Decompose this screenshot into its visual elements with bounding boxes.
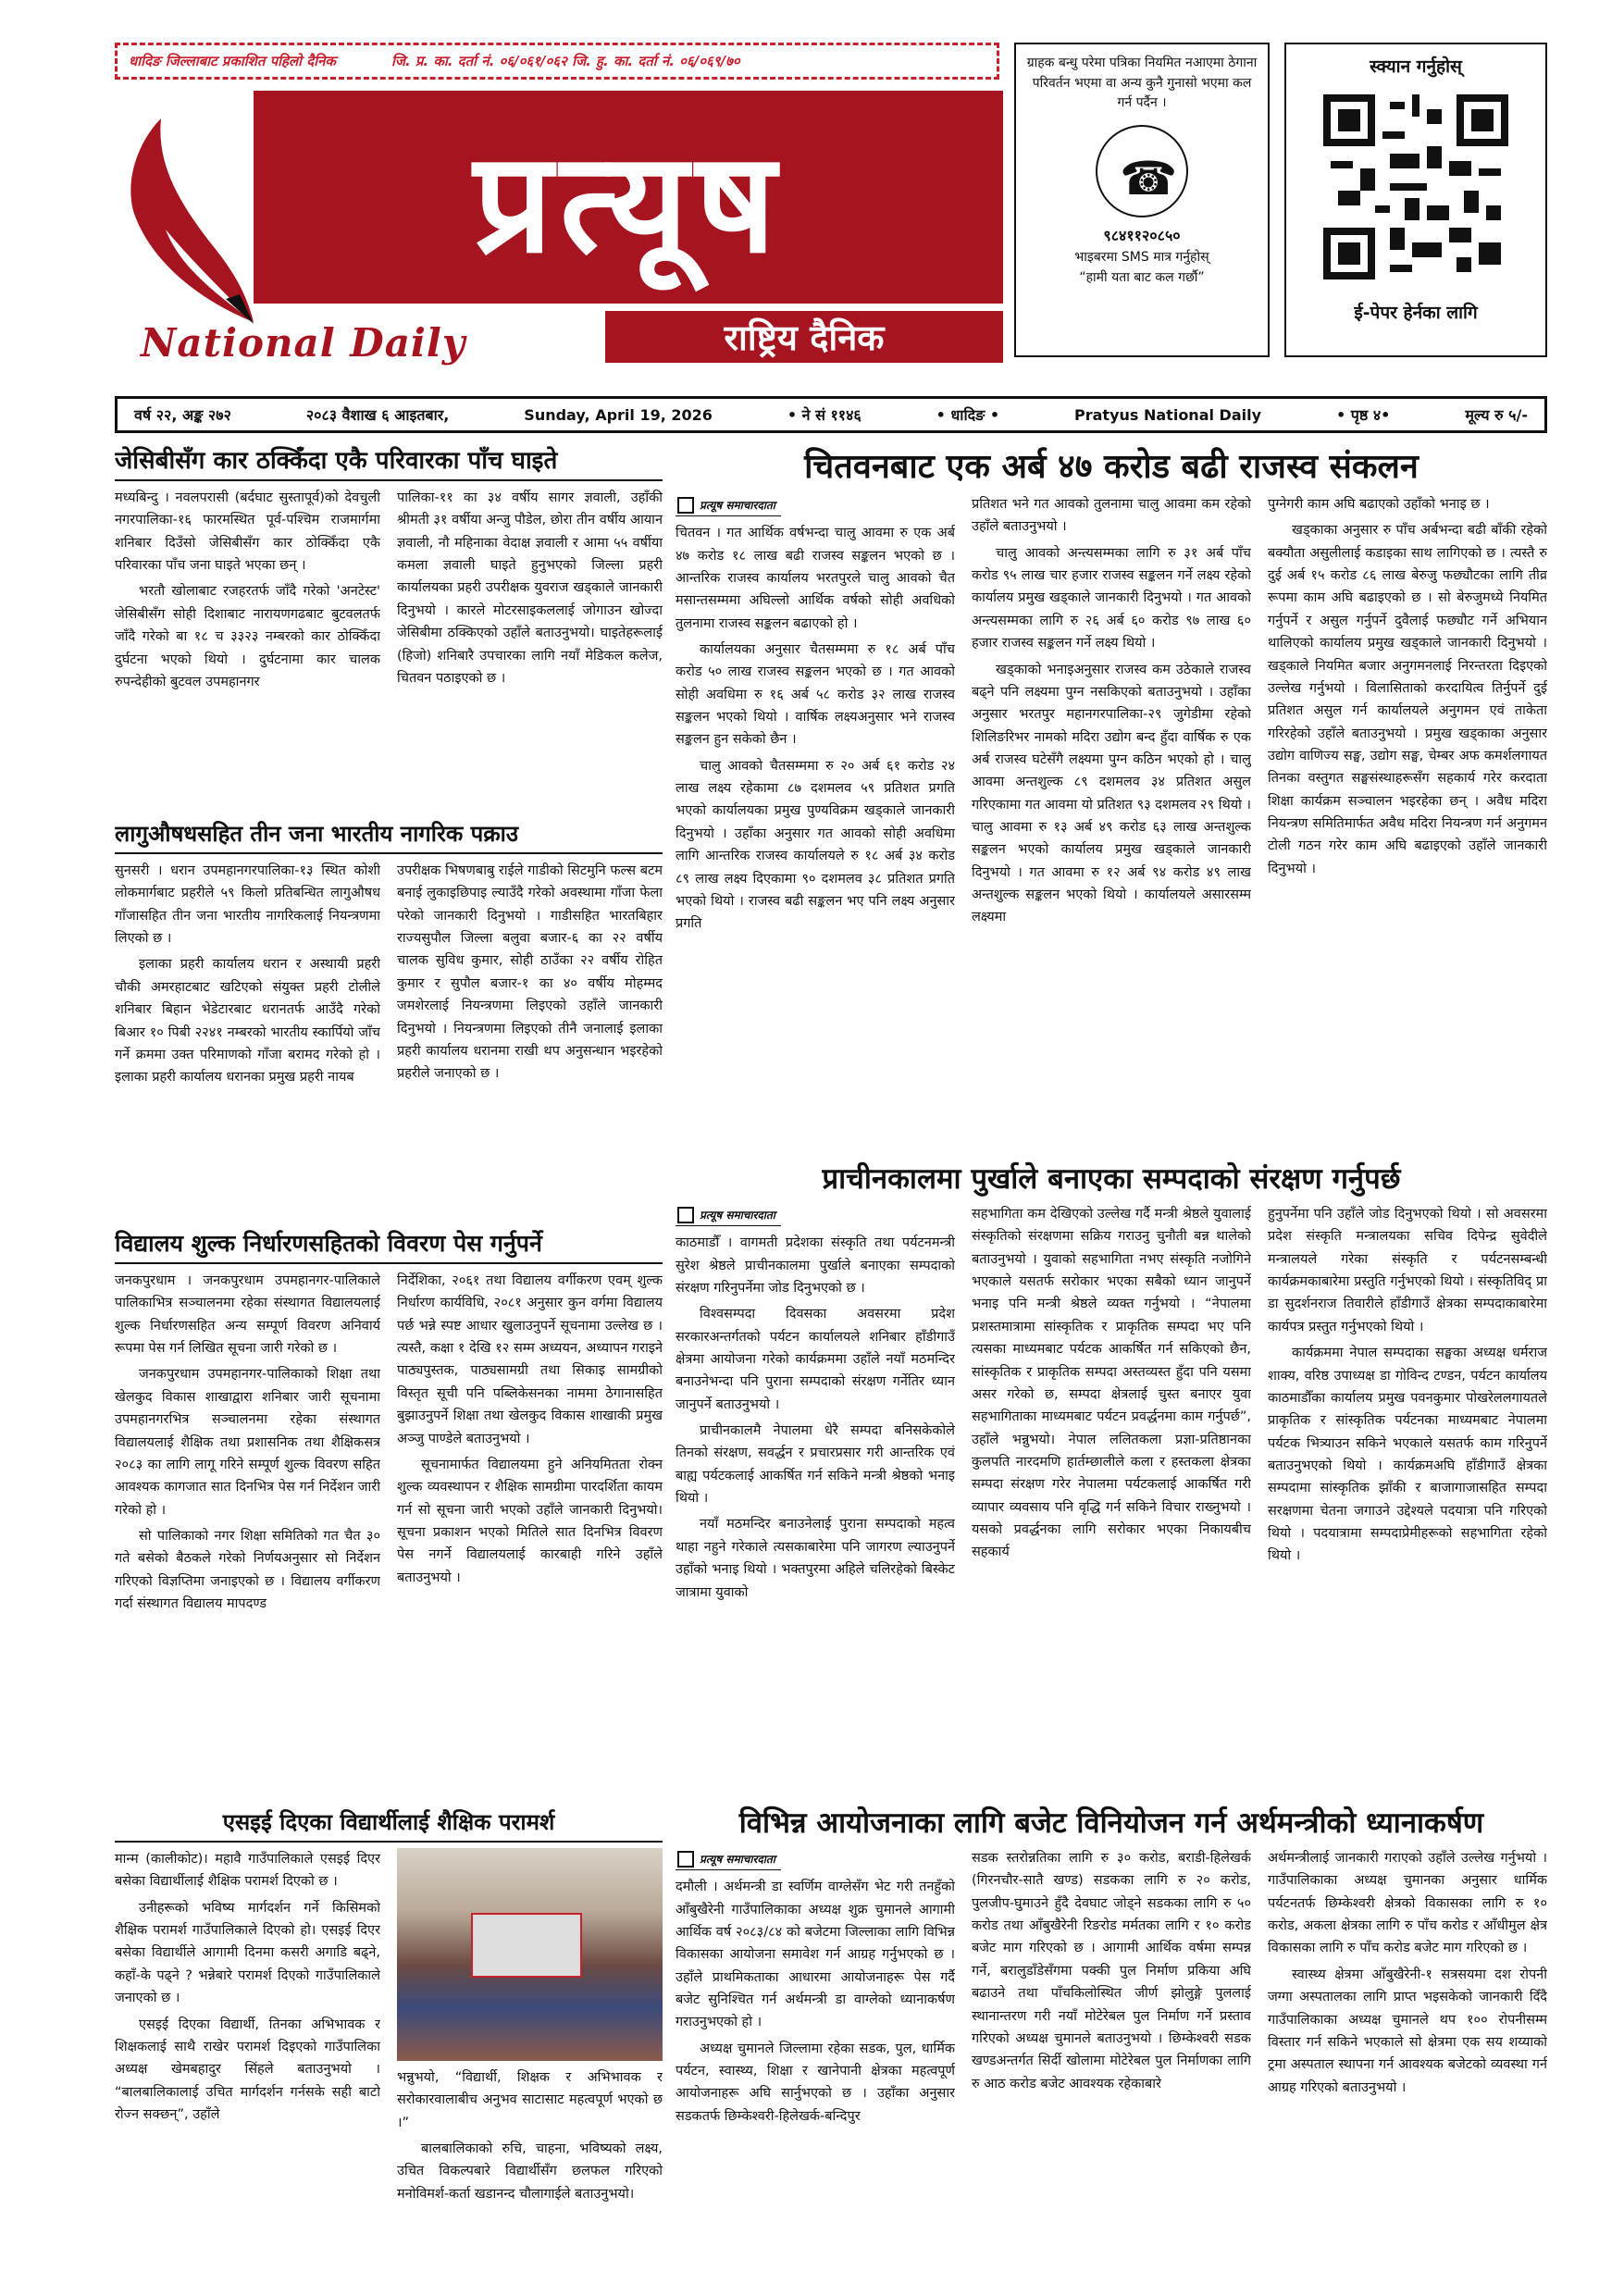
article-headline: चितवनबाट एक अर्ब ४७ करोड बढी राजस्व संकलन <box>804 447 1419 486</box>
article-col-3 <box>1268 1847 1547 2131</box>
flame-pen-icon <box>115 109 263 341</box>
article-para: काठमाडौँ । वागमती प्रदेशका संस्कृति तथा पर्यटनमन्त्री सुरेश श्रेष्ठले प्राचीनकालमा पुर्खाले बनाएका सम्पदाको संरक्षण गरिनुपर्नेमा जोड दिनुभएको छ । <box>676 1235 955 1296</box>
article-para: उपरीक्षक भिषणबाबु राईले गाडीको सिटमुनि फल्स बटम बनाई लुकाइछिपाइ ल्याउँदै गरेको अवस्थामा गाँजा फेला परेको जानकारी दिनुभयो । गाडीसहित भारतबिहार राज्यसुपौल जिल्ला बलुवा बजार-६ का २२ वर्षीय चालक सुविध कुमार, सोही ठाउँका २२ वर्षीय रोहित कुमार र सुपौल बजार-१ का ४० वर्षीय मोहम्मद जमशेरलाई नियन्त्रणमा लिइएको उहाँले जानकारी दिनुभयो । नियन्त्रणमा लिइएको तीनै जनालाई इलाका प्रहरी कार्यालय धरानमा राखी थप अनुसन्धान भइरहेको प्रहरीले जनाएको छ । <box>397 863 663 1082</box>
logo-nepali-tagline: राष्ट्रिय दैनिक <box>605 311 1003 363</box>
issue-volume: वर्ष २२, अङ्क २७२ <box>134 406 231 424</box>
notice-sms: भाइबरमा SMS मात्र गर्नुहोस् <box>1074 249 1209 265</box>
issue-ns: • ने सं ११४६ <box>787 406 862 424</box>
article-para: उनीहरूको भविष्य मार्गदर्शन गर्ने किसिमको शैक्षिक परामर्श गाउँपालिकाले दिएको हो। एसइई दिएर बसेका विद्यार्थीले आगामी दिनमा कसरी अगाडि बढ्ने, कहाँ-के पढ्ने ? भन्नेबारे परामर्श दिएको गाउँपालिकाले जनाएको छ । <box>115 1900 380 2006</box>
viber-phone-icon <box>1096 125 1188 217</box>
issue-paper: Pratyus National Daily <box>1074 405 1262 424</box>
article-see-counselling <box>115 1806 663 2269</box>
article-headline: जेसिबीसँग कार ठक्किँदा एकै परिवारका पाँच घाइते <box>115 442 663 481</box>
article-col-2 <box>397 1270 663 1619</box>
notice-phone[interactable]: ९८४११२०८५० <box>1103 227 1181 245</box>
article-jcb-accident <box>115 442 663 813</box>
article-para: भन्नुभयो, “विद्यार्थी, शिक्षक र अभिभावक र सरोकारवालाबीच अनुभव साटासाट महत्वपूर्ण भएको छ ।” <box>397 2070 663 2130</box>
subscriber-notice <box>1014 43 1270 357</box>
article-para: प्राचीनकालमै नेपालमा धेरै सम्पदा बनिसकेकोले तिनको संरक्षण, सवर्द्धन र प्रचारप्रसार गरी आन्तरिक एवं बाह्य पर्यटकलाई आकर्षित गर्न सकिने मन्त्री श्रेष्ठको भनाइ थियो । <box>676 1423 955 1507</box>
article-para: सुनसरी । धरान उपमहानगरपालिका-१३ स्थित कोशी लोकमार्गबाट प्रहरीले ५९ किलो प्रतिबन्धित लागुऔषध गाँजासहित तीन जना भारतीय नागरिकलाई नियन्त्रणमा लिएको छ । <box>115 863 380 947</box>
article-para: प्रतिशत भने गत आवको तुलनामा चालु आवमा कम रहेको उहाँले बताउनुभयो । <box>972 497 1251 535</box>
article-para: अध्यक्ष चुमानले जिल्लामा रहेका सडक, पुल, धार्मिक पर्यटन, स्वास्थ्य, शिक्षा र खानेपानी क्षेत्रका महत्वपूर्ण आयोजनाहरू अघि सार्नुभएको छ । उहाँका अनुसार सडकतर्फ छिम्केश्वरी-हिलेखर्क-बन्दिपुर <box>676 2041 955 2124</box>
article-para: सहभागिता कम देखिएको उल्लेख गर्दै मन्त्री श्रेष्ठले युवालाई संस्कृतिको संरक्षणमा सक्रिय गराउनु चुनौती बन्न थालेको बताउनुभयो । युवाको सहभागिता नभए संस्कृति नजोगिने भएकाले यसतर्फ सरोकार भएका सबैको ध्यान जानुपर्ने भनाइ पनि मन्त्री श्रेष्ठले व्यक्त गर्नुभयो । “नेपालमा प्रशस्तमात्रामा सांस्कृतिक र प्राकृतिक सम्पदा भए पनि त्यसका माध्यमबाट पर्यटक आकर्षित गर्न सकिएको छैन, सांस्कृतिक र प्राकृतिक सम्पदा अस्तव्यस्त हुँदा पनि यसमा असर गरेको छ, सम्पदा क्षेत्रलाई चुस्त बनाएर युवा सहभागिताका माध्यमबाट पर्यटन प्रवर्द्धनमा काम गर्नुपर्छ”, उहाँले भन्नुभयो। नेपाल ललितकला प्रज्ञा-प्रतिष्ठानका कुलपति नारदमणि हार्तम्छालीले कला र हस्तकला क्षेत्रका सम्पदा संरक्षण गरेर नेपालमा पर्यटकलाई आकर्षित गरी व्यापार व्यवसाय पनि वृद्धि गर्न सकिने विचार राख्नुभयो । यसको प्रवर्द्धनका लागि सरोकार भएका निकायबीच सहकार्य <box>972 1207 1251 1560</box>
logo-english: National Daily <box>141 320 466 366</box>
notice-quote: “हामी यता बाट कल गर्छौ” <box>1079 269 1205 285</box>
article-para: दमौली । अर्थमन्त्री डा स्वर्णिम वाग्लेसँग भेट गरी तनहुँको आँबुखैरेनी गाउँपालिकाका अध्यक्ष शुक्र चुमानले आगामी आर्थिक वर्ष २०८३/८४ को बजेटमा जिल्लाका लागि विभिन्न विकासका आयोजना समावेश गर्न आग्रह गर्नुभएको छ । उहाँले प्राथमिकताका आधारमा आयोजनाहरू पेस गर्दै बजेट सुनिश्चित गर्न अर्थमन्त्री डा वाग्लेको ध्यानाकर्षण गराउनुभएको हो । <box>676 1880 955 2030</box>
article-para: स्वास्थ्य क्षेत्रमा आँबुखैरेनी-१ सत्रसयमा दश रोपनी जग्गा अस्पतालका लागि प्राप्त भइसकेको जानकारी दिँदै गाउँपालिकाका अध्यक्ष चुमानले थप १०० रोपनीसम्म विस्तार गर्न सकिने भएकाले सो क्षेत्रमा एक सय शय्याको ट्रमा अस्पताल स्थापना गर्न आवश्यक बजेटको व्यवस्था गर्न आग्रह गरिएको बताउनुभयो । <box>1268 1967 1547 2095</box>
byline-tag: प्रत्यूष समाचारदाता <box>676 1205 781 1226</box>
byline-tag: प्रत्यूष समाचारदाता <box>676 1849 781 1870</box>
article-photo <box>397 1848 663 2061</box>
article-school-fee <box>115 1227 663 1801</box>
article-col-2 <box>397 487 663 697</box>
article-para: कार्यालयका अनुसार चैतसम्ममा रु १८ अर्ब पाँच करोड ५० लाख राजस्व सङ्कलन भएको छ । गत आवको सोही अवधिमा रु १६ अर्ब ५८ करोड ३२ लाख राजस्व सङ्कलन भएको थियो । वार्षिक लक्ष्यअनुसार भने राजस्व सङ्कलन हुन सकेको छैन । <box>676 641 955 748</box>
article-col-1 <box>676 493 955 939</box>
article-para: सडक स्तरोन्नतिका लागि रु ३० करोड, बराडी-हिलेखर्क (गिरनचौर-सातै खण्ड) सडकका लागि रु २० करोड, पुलजीप-घुमाउने हुँदै देवघाट जोड्ने सडकका लागि रु ५० करोड तथा आँबुखैरेनी रिङरोड मर्मतका लागि र १० करोड बजेट माग गरिएको छ । आगामी आर्थिक वर्षमा सम्पन्न गर्ने, बरालुडाँडेसँगमा पक्की पुल निर्माण प्रकिया अघि बढाउने तथा पाँचकिलोस्थित जीर्ण झोलुङ्गे पुललाई स्थानान्तरण गरी नयाँ मोटेरेबल पुल निर्माण गर्ने प्रस्ताव गरिएको अध्यक्ष चुमानले बताउनुभयो । छिम्केश्वरी सडक खण्डअन्तर्गत सिर्दी खोलामा मोटेरेबल पुल निर्माणका लागि रु आठ करोड बजेट आवश्यक रहेकाबारे <box>972 1851 1251 2091</box>
article-col-1 <box>115 860 380 1093</box>
article-col-2 <box>972 493 1251 939</box>
article-para: चालु आवको चैतसम्ममा रु २० अर्ब ६१ करोड २४ लाख लक्ष्य रहेकामा ८७ दशमलव ५९ प्रतिशत प्रगति भएको कार्यालयका प्रमुख पुण्यविक्रम खड्काले जानकारी दिनुभयो । उहाँका अनुसार गत आवको सोही अवधिमा लागि आन्तरिक राजस्व कार्यालयले रु १८ अर्ब ३४ करोड ८९ लाख लक्ष्य दिएकामा ९० दशमलव ३८ प्रतिशत प्रगति भएको थियो । राजस्व बढी सङ्कलन भए पनि लक्ष्य अनुसार प्रगति <box>676 758 955 932</box>
article-para: बालबालिकाको रुचि, चाहना, भविष्यको लक्ष्य, उचित विकल्पबारे विद्यार्थीसँग छलफल गरिएको मनोविमर्श-कर्ता खडानन्द चौलागाईले बताउनुभयो। <box>397 2141 663 2202</box>
article-para: चालु आवको अन्त्यसम्मका लागि रु ३१ अर्ब पाँच करोड ९५ लाख चार हजार राजस्व सङ्कलन गर्ने लक्ष्य रहेको कार्यालय प्रमुख खड्काले जानकारी दिनुभयो । गत आवको अन्त्यसम्मका लागि रु २६ अर्ब ६० करोड ९७ लाख ६० हजार राजस्व सङ्कलन गर्ने लक्ष्य थियो । <box>972 545 1251 652</box>
article-col-1 <box>676 1847 955 2131</box>
logo-wordmark: प्रत्यूष <box>254 91 1003 304</box>
article-para: अर्थमन्त्रीलाई जानकारी गराएको उहाँले उल्लेख गर्नुभयो । गाउँपालिकाका अध्यक्ष चुमानका अनुसार धार्मिक पर्यटनतर्फ छिम्केश्वरी क्षेत्रको विकासका लागि रु १० करोड, अकला क्षेत्रका लागि रु पाँच करोड र आँधीमुल क्षेत्र विकासका लागि रु पाँच करोड बजेट माग गरिएको छ । <box>1268 1851 1547 1956</box>
article-para: सो पालिकाको नगर शिक्षा समितिको गत चैत ३० गते बसेको बैठकले गरेको निर्णयअनुसार सो निर्देशन गरिएको विज्ञप्तिमा जनाइएको छ । विद्यालय वर्गीकरण गर्दा संस्थागत विद्यालय मापदण्ड <box>115 1528 380 1612</box>
issue-info-bar <box>115 396 1547 433</box>
article-para: खड्काका अनुसार रु पाँच अर्बभन्दा बढी बाँकी रहेको बक्यौता असुलीलाई कडाइका साथ लागिएको छ । त्यस्तै रु दुई अर्ब १५ करोड ८६ लाख बेरुजु फछ्यौटका लागि तीव्र रूपमा काम अघि बढाइएको छ । सो बेरुजुमध्ये नियमित गर्नुपर्ने र असुल गर्नुपर्ने दुवैलाई फछ्यौट गर्ने अभियान थालिएको कार्यालय प्रमुख खड्काले जानकारी दिनुभयो । खड्काले नियमित बजार अनुगमनलाई निरन्तरता दिइएको उल्लेख गर्नुभयो । विलासिताको करदायित्व तिर्नुपर्ने दुई प्रतिशत असुल गर्न कार्यालयले अनुगमन एवं ताकेता गरिरहेको उहाँले बताउनुभयो । प्रमुख खड्काका अनुसार उद्योग वाणिज्य सङ्घ, उद्योग सङ्घ, चेम्बर अफ कमर्शलगायत तिनका वस्तुगत सङ्घसंस्थाहरूसँग सहकार्य गरेर करदाता शिक्षा कार्यक्रम सञ्चालन भइरहेका छन् । अवैध मदिरा नियन्त्रण समितिमार्फत अवैध मदिरा नियन्त्रण गर्न अनुगमन टोली गठन गरेर काम अघि बढाइएको उहाँले जानकारी दिनुभयो । <box>1268 523 1547 876</box>
article-col-1 <box>115 1848 380 2209</box>
article-heritage-conservation <box>676 1159 1547 1797</box>
article-para: निर्देशिका, २०६१ तथा विद्यालय वर्गीकरण एवम् शुल्क निर्धारण कार्यविधि, २०८१ अनुसार कुन वर्गमा विद्यालय पर्छ भन्ने स्पष्ट आधार खुलाउनुपर्ने सूचनामा उल्लेख छ । त्यस्तै, कक्षा १ देखि १२ सम्म अध्ययन, अध्यापन गराइने पाठ्यपुस्तक, पाठ्यसामग्री तथा सिकाइ सामग्रीको विस्तृत सूची पनि पब्लिकेसनका नाममा ठेगानासहित बुझाउनुपर्ने शिक्षा तथा खेलकुद विकास शाखाकी प्रमुख अञ्जु पाण्डेले बताउनुभयो । <box>397 1273 663 1446</box>
article-headline: एसइई दिएका विद्यार्थीलाई शैक्षिक परामर्श <box>115 1806 663 1843</box>
article-col-3 <box>1268 493 1547 939</box>
article-para: भरतौ खोलाबाट रजहरतर्फ जाँदै गरेको 'अनटेस्ट' जेसिबीसँग सोही दिशाबाट नारायणगढबाट बुटवलतर्फ जाँदै गरेको बा १८ च ३३२३ नम्बरको कार ठोक्किँदा दुर्घटना भएको थियो । दुर्घटनामा कार चालक रुपन्देहीको बुटवल उपमहानगर <box>115 584 380 689</box>
issue-date-en: Sunday, April 19, 2026 <box>524 405 713 424</box>
article-para: हुनुपर्नेमा पनि उहाँले जोड दिनुभएको थियो । सो अवसरमा प्रदेश संस्कृति मन्त्रालयका सचिव दिपेन्द्र सुवेदीले मन्त्रालयले गरेका संस्कृति र पर्यटनसम्बन्धी कार्यक्रमकाबारेमा प्रस्तुति गर्नुभएको थियो । संस्कृतिविद् प्रा डा सुदर्शनराज तिवारीले हाँडीगाउँ क्षेत्रका सम्पदाकाबारेमा कार्यपत्र प्रस्तुत गर्नुभएको थियो । <box>1268 1207 1547 1334</box>
article-headline: लागुऔषधसहित तीन जना भारतीय नागरिक पक्राउ <box>115 818 663 854</box>
masthead-topline <box>115 43 999 80</box>
issue-page: • पृष्ठ ४• <box>1335 406 1391 424</box>
article-para: पालिका-११ का ३४ वर्षीय सागर ज्ञवाली, उहाँकी श्रीमती ३१ वर्षीया अन्जु पौडेल, छोरा तीन वर्षीय आयान ज्ञवाली, नौ महिनाका वेदाक्ष ज्ञवाली र आमा ५५ वर्षीया कमला ज्ञवाली घाइते हुनुभएको जिल्ला प्रहरी कार्यालयका प्रहरी उपरीक्षक युवराज खड्काले जानकारी दिनुभयो । कारले मोटरसाइकललाई जोगाउन खोज्दा जेसिबीमा ठक्किएको उहाँले बताउनुभयो। घाइतेहरूलाई (हिजो) शनिबारै उपचारका लागि नयाँ मेडिकल कलेज, चितवन पठाइएको छ । <box>397 490 663 686</box>
article-para: जनकपुरधाम उपमहानगर-पालिकाको शिक्षा तथा खेलकुद विकास शाखाद्वारा शनिबार जारी सूचनामा उपमहानगरभित्र सञ्चालनमा रहेका संस्थागत विद्यालयलाई शैक्षिक तथा प्रशासनिक तथा शैक्षिकसत्र २०८३ का लागि लागू गरिने सम्पूर्ण शुल्क विवरण सहित आवश्यक कागजात सात दिनभित्र पेस गर्न निर्देशन जारी गरेको हो । <box>115 1367 380 1518</box>
article-col-1 <box>115 487 380 697</box>
article-para: इलाका प्रहरी कार्यालय धरान र अस्थायी प्रहरी चौकी अमरहाटबाट खटिएको संयुक्त प्रहरी टोलीले शनिबार बिहान भेडेटारबाट धरानतर्फ आउँदै गरेको बिआर १० पिबी २२४१ नम्बरको भारतीय स्कार्पियो जाँच गर्ने क्रममा उक्त परिमाणको गाँजा बरामद गरेको हो । इलाका प्रहरी कार्यालय धरानका प्रमुख प्रहरी नायब <box>115 957 380 1086</box>
article-headline: विद्यालय शुल्क निर्धारणसहितको विवरण पेस गर्नुपर्ने <box>115 1227 663 1264</box>
article-headline: विभिन्न आयोजनाका लागि बजेट विनियोजन गर्न अर्थमन्त्रीको ध्यानाकर्षण <box>738 1806 1484 1840</box>
article-para: पुग्नेगरी काम अघि बढाएको उहाँको भनाइ छ । <box>1268 497 1490 512</box>
article-chitwan-revenue <box>676 442 1547 1155</box>
article-headline: प्राचीनकालमा पुर्खाले बनाएका सम्पदाको संरक्षण गर्नुपर्छ <box>822 1162 1401 1196</box>
article-para: नयाँ मठमन्दिर बनाउनेलाई पुराना सम्पदाको महत्व थाहा नहुने गरेकाले त्यसकाबारेमा पनि जागरण ल्याउनुपर्ने उहाँको भनाइ थियो । भक्तपुरमा अहिले चलिरहेको बिस्केट जात्रामा युवाको <box>676 1517 955 1600</box>
photo-banner <box>471 1913 582 1978</box>
article-col-1 <box>676 1203 955 1607</box>
article-col-2 <box>397 1848 663 2209</box>
article-para: खड्काको भनाइअनुसार राजस्व कम उठेकाले राजस्व बढ्ने पनि लक्ष्यमा पुग्न नसकिएको बताउनुभयो । उहाँका अनुसार भरतपुर महानगरपालिका-२९ जुगेडीमा रहेको शिलिङरिभर नामको मदिरा उद्योग बन्द हुँदा वार्षिक रु एक अर्ब राजस्व घटेसँगै लक्ष्यमा पुग्न कठिन भएको हो । चालु आवमा अन्तशुल्क ८९ दशमलव ३४ प्रतिशत असुल गरिएकामा गत आवमा यो प्रतिशत ९३ दशमलव २९ थियो । चालु आवमा रु १३ अर्ब ४९ करोड ६३ लाख अन्तशुल्क सङ्कलन भएको कार्यालय प्रमुख खड्काले जानकारी दिनुभयो । गत आवमा रु १२ अर्ब ९४ करोड ४९ लाख अन्तशुल्क सङ्कलन भएको थियो । कार्यालयले असारसम्म लक्ष्यमा <box>972 662 1251 925</box>
article-para: कार्यक्रममा नेपाल सम्पदाका सङ्घका अध्यक्ष धर्मराज शाक्य, वरिष्ठ उपाध्यक्ष डा गोविन्द टण्डन, पर्यटन कार्यालय काठमाडौँका कार्यालय प्रमुख पवनकुमार पोखरेललगायतले प्राकृतिक र सांस्कृतिक पर्यटनका माध्यमबाट नेपालमा पर्यटक भित्र्याउन सकिने भएकाले यसतर्फ काम गरिनुपर्ने बताउनुभएको थियो । कार्यक्रमअघि हाँडीगाउँ क्षेत्रका सम्पदामा सांस्कृतिक झाँकी र बाजागाजासहित सम्पदा सरक्षणमा चेतना जगाउने उद्देश्यले पदयात्रा पनि गरिएको थियो । पदयात्रामा सम्पदाप्रेमीहरूको सहभागिता रहेको थियो । <box>1268 1346 1547 1564</box>
issue-place: • धादिङ • <box>936 406 1000 424</box>
article-para: सूचनामार्फत विद्यालयमा हुने अनियमितता रोक्न शुल्क व्यवस्थापन र शैक्षिक सामग्रीमा पारदर्शिता कायम गर्न सो सूचना जारी भएको उहाँले जानकारी दिनुभयो। सूचना प्रकाशन भएको मितिले सात दिनभित्र विवरण पेस नगर्ने विद्यालयलाई कारबाही गरिने उहाँले बताउनुभयो । <box>397 1457 663 1585</box>
byline-tag: प्रत्यूष समाचारदाता <box>676 495 781 516</box>
notice-text: ग्राहक बन्धु परेमा पत्रिका नियमित नआएमा ठेगाना परिवर्तन भएमा वा अन्य कुनै गुनासो भएमा कल गर्न पर्दैन । <box>1026 56 1258 111</box>
article-para: मध्यबिन्दु । नवलपरासी (बर्दघाट सुस्तापूर्व)को देवचुली नगरपालिका-१६ फारमस्थित पूर्व-पश्चिम राजमार्गमा शनिबार दिउँसो जेसिबीसँग कार ठोक्किँदा एकै परिवारका पाँच जना घाइते भएका छन् । <box>115 490 380 574</box>
article-para: मान्म (कालीकोट)। महावै गाउँपालिकाले एसइई दिएर बसेका विद्यार्थीलाई शैक्षिक परामर्श दिएको छ । <box>115 1852 380 1890</box>
article-para: विश्वसम्पदा दिवसका अवसरमा प्रदेश सरकारअन्तर्गतको पर्यटन कार्यालयले शनिबार हाँडीगाउँ क्षेत्रमा आयोजना गरेको कार्यक्रममा उहाँले नयाँ मठमन्दिर बनाउनेभन्दा पनि पुराना सम्पदाको संरक्षण गर्नेतिर ध्यान जानुपर्ने बताउनुभयो । <box>676 1307 955 1412</box>
article-col-1 <box>115 1270 380 1619</box>
article-para: एसइई दिएका विद्यार्थी, तिनका अभिभावक र शिक्षकलाई साथै राखेर परामर्श दिइएको गाउँपालिका अध्यक्ष खेमबहादुर सिंहले बताउनुभयो । “बालबालिकालाई उचित मार्गदर्शन गर्नसके सही बाटो रोज्न सक्छन्”, उहाँले <box>115 2017 380 2122</box>
qr-title: स्क्यान गर्नुहोस् <box>1370 56 1462 77</box>
article-col-2 <box>397 860 663 1093</box>
article-budget-allocation <box>676 1803 1547 2269</box>
article-drug-arrest <box>115 818 663 1218</box>
article-col-2 <box>972 1847 1251 2131</box>
issue-price: मूल्य रु ५/- <box>1465 406 1528 424</box>
masthead-logo <box>115 91 1003 368</box>
article-para: जनकपुरधाम । जनकपुरधाम उपमहानगर-पालिकाले पालिकाभित्र सञ्चालनमा रहेका संस्थागत विद्यालयलाई शुल्क निर्धारणसहित अन्य सम्पूर्ण विवरण अनिवार्य रूपमा पेस गर्न लिखित सूचना जारी गरेको छ । <box>115 1273 380 1357</box>
article-para: चितवन । गत आर्थिक वर्षभन्दा चालु आवमा रु एक अर्ब ४७ करोड १८ लाख बढी राजस्व सङ्कलन भएको छ । आन्तरिक राजस्व कार्यालय भरतपुरले चालु आवको चैत मसान्तसम्ममा अघिल्लो आर्थिक वर्षको सोही अवधिको तुलनामा राजस्व सङ्कलन बढाएको हो । <box>676 526 955 631</box>
topline-right: जि. प्र. का. दर्ता नं. ०६/०६१/०६२ जि. हु. का. दर्ता नं. ०६/०६९/७० <box>391 53 740 69</box>
qr-code-icon[interactable] <box>1323 94 1508 279</box>
qr-panel <box>1284 43 1547 357</box>
issue-date-np: २०८३ वैशाख ६ आइतबार, <box>305 406 450 424</box>
topline-left: धादिङ जिल्लाबाट प्रकाशित पहिलो दैनिक <box>129 53 336 69</box>
article-col-3 <box>1268 1203 1547 1607</box>
qr-caption: ई-पेपर हेर्नका लागि <box>1354 303 1478 323</box>
article-col-2 <box>972 1203 1251 1607</box>
